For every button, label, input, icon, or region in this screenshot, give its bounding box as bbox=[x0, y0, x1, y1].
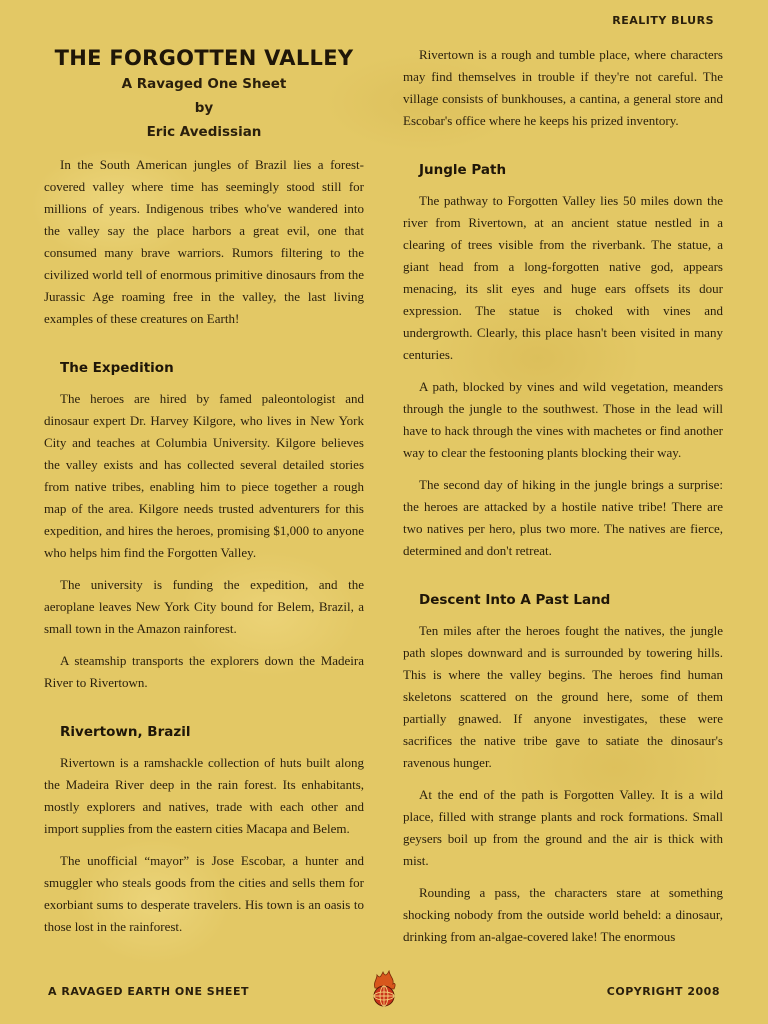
paragraph: A path, blocked by vines and wild vegetation, meanders through the jungle to the southwest. Those in the lead will have to hack through the vines with machetes or find another way to clear the festooning plants blocking their way. bbox=[403, 379, 723, 460]
paragraph: Rivertown is a ramshackle collection of huts built along the Madeira River deep in the rain forest. Its enhabitants, mostly explorers and natives, trade with each other and import supplies from the eastern cities Macapa and Belem. bbox=[44, 755, 364, 836]
right-column bbox=[403, 44, 723, 958]
footer-copyright: COPYRIGHT 2008 bbox=[606, 985, 720, 998]
left-column bbox=[44, 40, 364, 948]
paragraph: The pathway to Forgotten Valley lies 50 miles down the river from Rivertown, at an ancient statue nestled in a clearing of trees visible from the riverbank. The statue, a giant head from a long-forgotten native god, appears menacing, its slit eyes and huge ears offsets its dour expression. The statue is choked with vines and undergrowth. Clearly, this place hasn't been visited in many centuries. bbox=[403, 193, 723, 362]
paragraph: A steamship transports the explorers down the Madeira River to Rivertown. bbox=[44, 653, 364, 690]
intro-paragraph: In the South American jungles of Brazil lies a forest-covered valley where time has seemingly stood still for millions of years. Indigenous tribes who've wandered into the valley say the place harbors a great evil, one that consumed many brave warriors. Rumors filtering to the civilized world tell of enormous primitive dinosaurs from the Jurassic Age roaming free in the valley, the last living examples of these creatures on Earth! bbox=[44, 157, 364, 326]
byline: by bbox=[194, 100, 214, 116]
title-block bbox=[44, 46, 364, 140]
flaming-globe-icon bbox=[369, 970, 399, 1008]
paragraph: Ten miles after the heroes fought the natives, the jungle path slopes downward and is surrounded by towering hills. This is where the valley begins. The heroes find human skeletons scattered on the ground here, some of them partially gnawed. If anyone investigates, these were sacrifices the native tribe gave to satiate the dinosaur's ravenous hunger. bbox=[403, 623, 723, 770]
section-heading-expedition: The Expedition bbox=[60, 360, 174, 376]
section-heading-descent: Descent Into A Past Land bbox=[419, 592, 611, 608]
paragraph: Rounding a pass, the characters stare at something shocking nobody from the outside world beheld: a dinosaur, drinking from an-algae-covered lake! The enormous bbox=[403, 885, 723, 944]
paragraph: The second day of hiking in the jungle brings a surprise: the heroes are attacked by a hostile native tribe! There are two natives per hero, plus two more. The natives are fierce, determined and don't retreat. bbox=[403, 477, 723, 558]
paragraph: The unofficial “mayor” is Jose Escobar, a hunter and smuggler who steals goods from the cities and sells them for exorbiant sums to desperate travelers. His town is an oasis to those lost in the rainforest. bbox=[44, 853, 364, 934]
running-header: REALITY BLURS bbox=[612, 14, 714, 27]
section-heading-rivertown: Rivertown, Brazil bbox=[60, 724, 191, 740]
footer-series-title: A RAVAGED EARTH ONE SHEET bbox=[48, 985, 249, 998]
page-title: THE FORGOTTEN VALLEY bbox=[54, 46, 354, 70]
paragraph: The university is funding the expedition, and the aeroplane leaves New York City bound for Belem, Brazil, a small town in the Amazon rainforest. bbox=[44, 577, 364, 636]
subtitle: A Ravaged One Sheet bbox=[121, 76, 287, 92]
paragraph: Rivertown is a rough and tumble place, where characters may find themselves in trouble if they're not careful. The village consists of bunkhouses, a cantina, a general store and Escobar's office where he keeps his prized inventory. bbox=[403, 47, 723, 128]
section-heading-jungle-path: Jungle Path bbox=[419, 162, 507, 178]
paragraph: At the end of the path is Forgotten Valley. It is a wild place, filled with strange plants and rock formations. Small geysers boil up from the ground and the air is thick with mist. bbox=[403, 787, 723, 868]
author: Eric Avedissian bbox=[146, 124, 262, 140]
paragraph: The heroes are hired by famed paleontologist and dinosaur expert Dr. Harvey Kilgore, who lives in New York City and teaches at Columbia University. Kilgore believes the valley exists and has collected several detailed stories from native tribes, enabling him to piece together a rough map of the area. Kilgore needs trusted adventurers for this expedition, and hires the heroes, promising $1,000 to anyone who helps him find the Forgotten Valley. bbox=[44, 391, 364, 560]
